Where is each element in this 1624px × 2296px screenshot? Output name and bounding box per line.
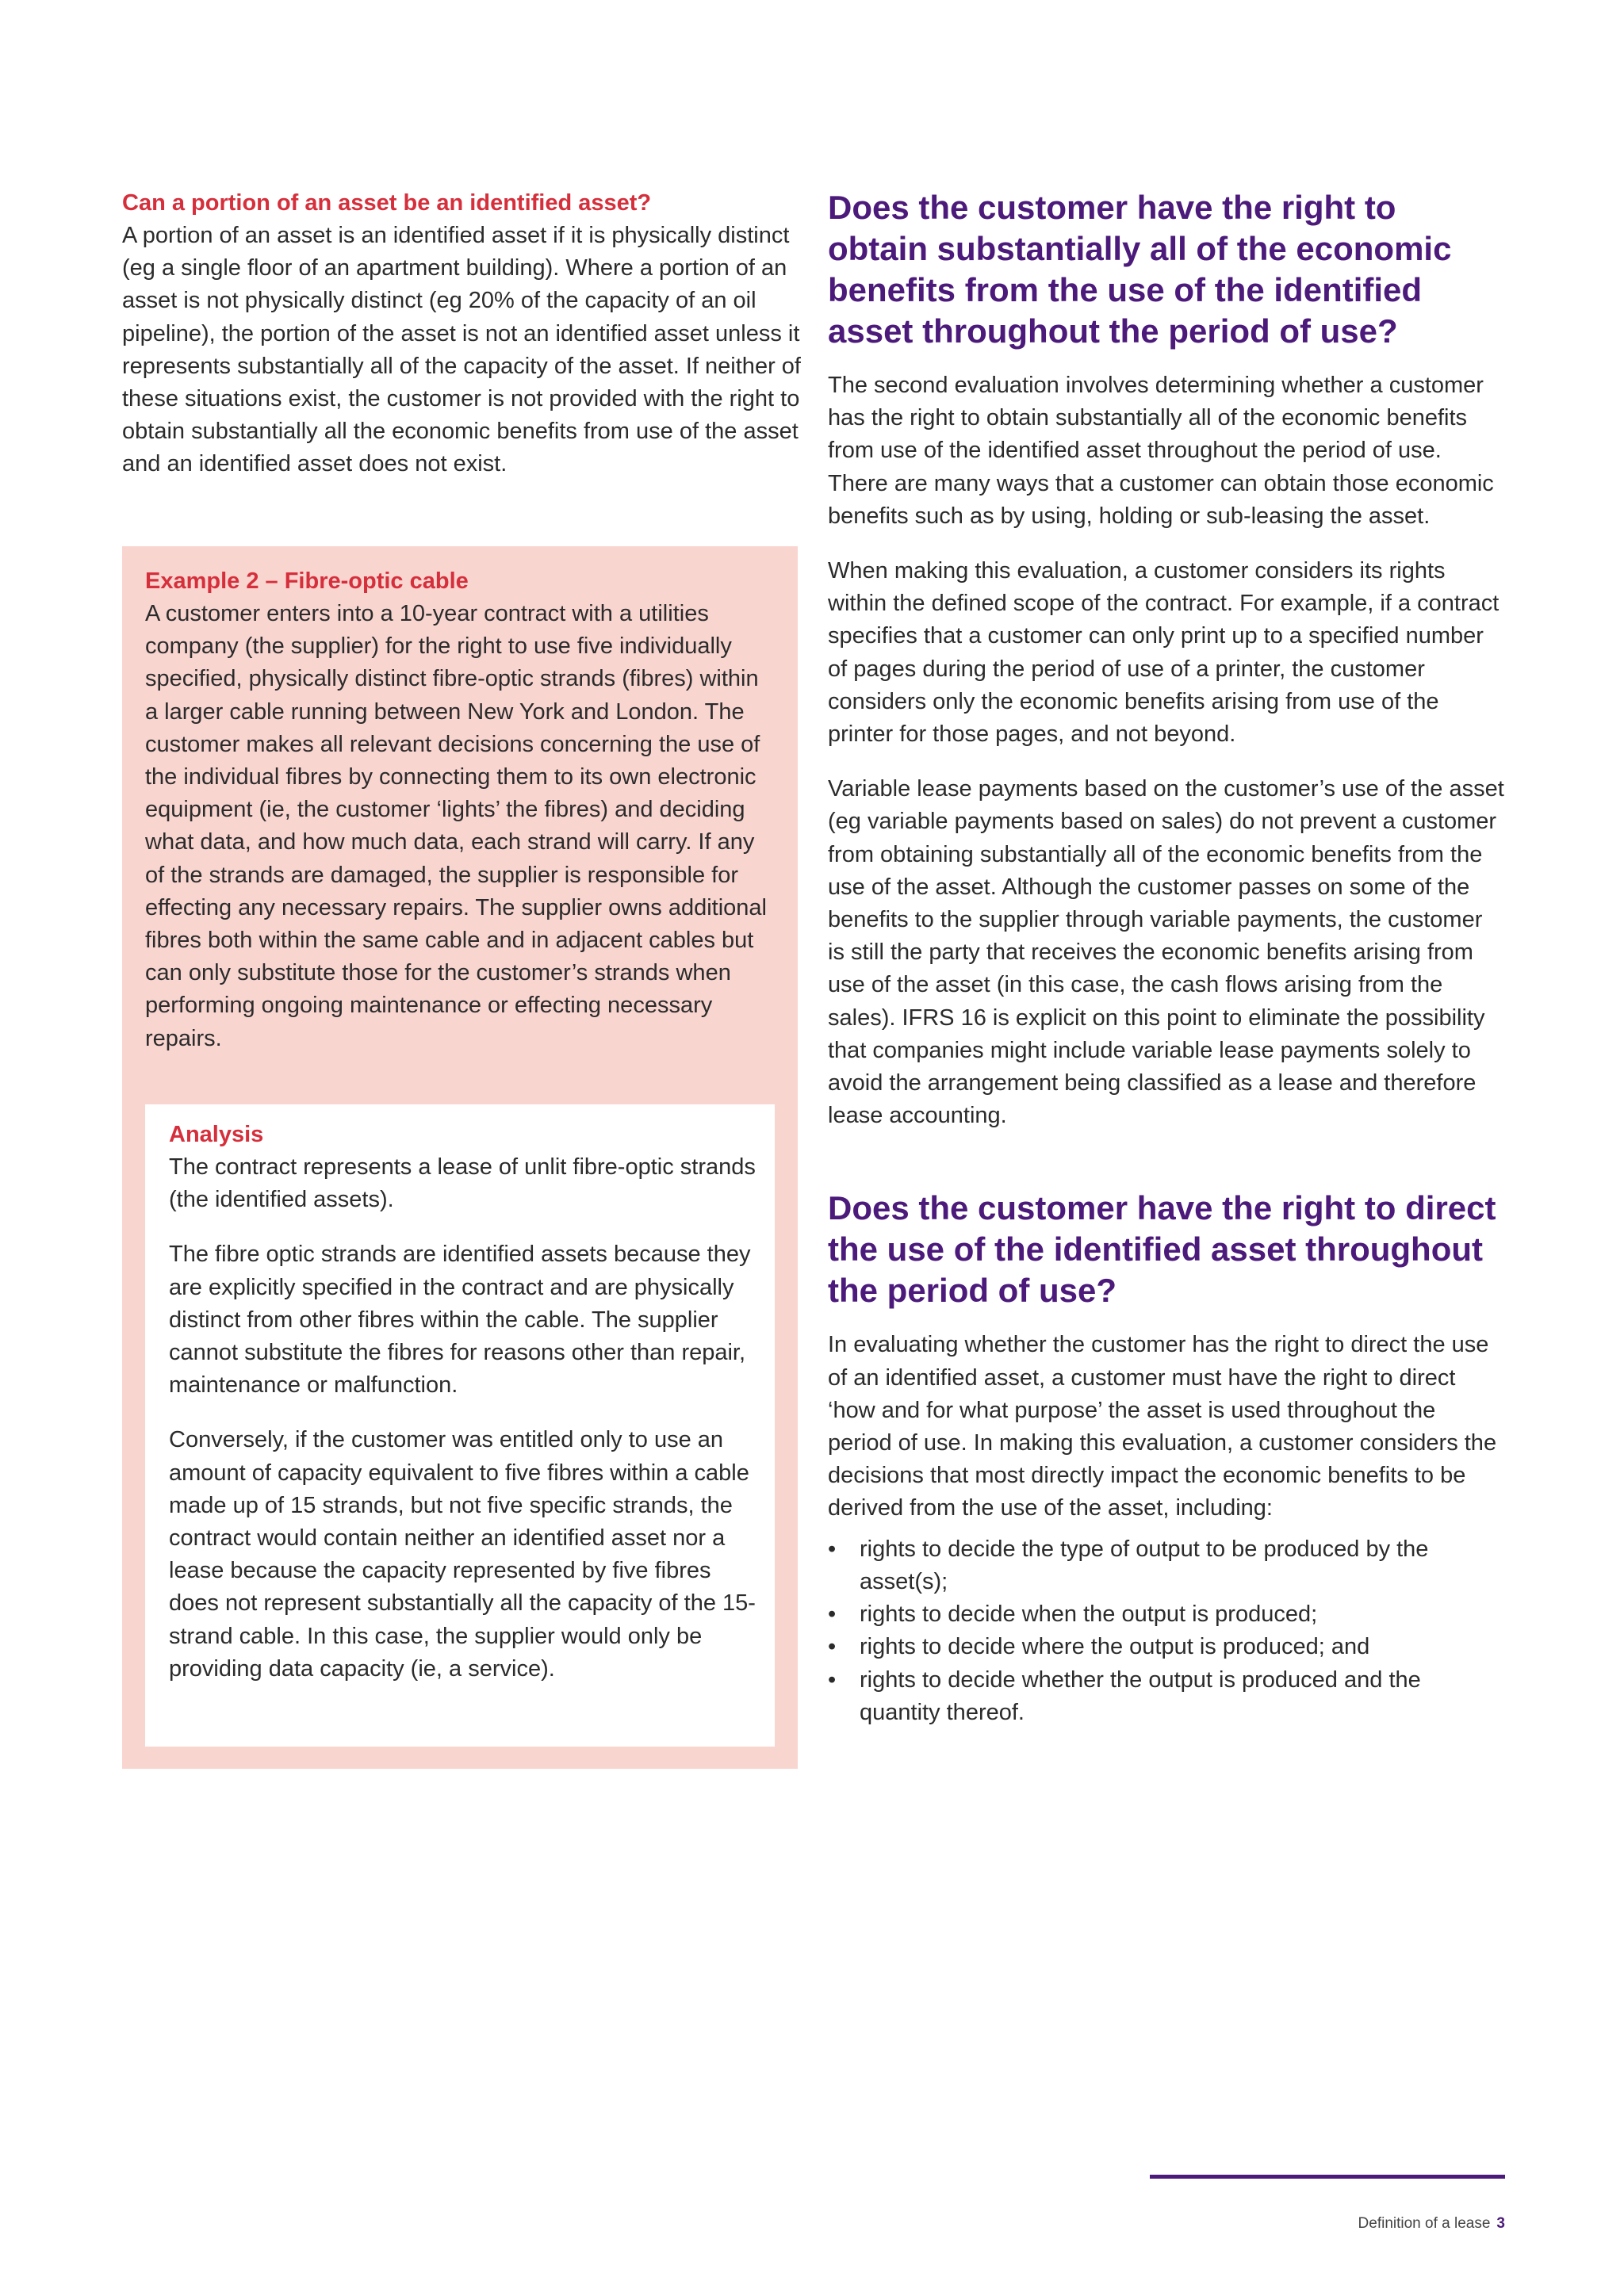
rights-list xyxy=(828,1533,1505,1729)
example-box xyxy=(122,546,798,1769)
footer-rule xyxy=(1150,2175,1505,2179)
left-column xyxy=(122,187,801,481)
analysis-box xyxy=(145,1104,775,1747)
section-paragraph: In evaluating whether the customer has the right to direct the use of an identified asset, a customer must have the right to direct ‘how and for what purpose’ the asset is used throughout the period of use. In making this evaluation, a customer considers the decisions that most directly impact the economic benefits to be derived from the use of the asset, including: xyxy=(828,1332,1497,1521)
analysis-paragraph: Conversely, if the customer was entitled only to use an amount of capacity equivalent to five fibres within a cable made up of 15 strands, but not five specific strands, the contract would contain neither an identified asset nor a lease because the capacity represented by five fibres does not represent substantially all the capacity of the 15-strand cable. In this case, the supplier would only be providing data capacity (ie, a service). xyxy=(169,1427,756,1682)
example-content xyxy=(145,565,775,1055)
list-item: • rights to decide the type of output to be produced by the asset(s); xyxy=(828,1536,1429,1594)
section-heading-economic-benefits: Does the customer have the right to obtain substantially all of the economic benefits from the use of the identified asset throughout the period of use? xyxy=(828,189,1452,350)
section-paragraph: The second evaluation involves determining whether a customer has the right to obtain substantially all of the economic benefits from use of the identified asset throughout the period of use. There are many ways that a customer can obtain those economic benefits such as by using, holding or sub-leasing the asset. xyxy=(828,373,1494,529)
portion-body: A portion of an asset is an identified asset if it is physically distinct (eg a single floor of an apartment building). Where a portion of an asset is not physically distinct (eg 20% of the capacity of an oil pipeline), the portion of the asset is not an identified asset unless it represents substantially all of the capacity of the asset. If neither of these situations exist, the customer is not provided with the right to obtain substantially all the economic benefits from use of the asset and an identified asset does not exist. xyxy=(122,223,801,477)
section-paragraph: When making this evaluation, a customer considers its rights within the defined scope of the contract. For example, if a contract specifies that a customer can only print up to a specified number of pages during the period of use of a printer, the customer considers only the economic benefits arising from use of the printer for those pages, and not beyond. xyxy=(828,558,1500,748)
analysis-paragraph: The contract represents a lease of unlit fibre-optic strands (the identified assets). xyxy=(169,1154,756,1213)
list-item: • rights to decide whether the output is produced and the quantity thereof. xyxy=(828,1667,1421,1725)
page-number: 3 xyxy=(1496,2215,1505,2232)
example-heading: Example 2 – Fibre-optic cable xyxy=(145,568,469,594)
list-item: • rights to decide when the output is produced; xyxy=(828,1601,1318,1628)
analysis-heading: Analysis xyxy=(169,1122,264,1147)
section-heading-direct-use: Does the customer have the right to direct the use of the identified asset throughout the period of use? xyxy=(828,1189,1496,1310)
list-item: • rights to decide where the output is produced; and xyxy=(828,1634,1370,1660)
analysis-content xyxy=(169,1119,756,1686)
right-column xyxy=(828,187,1505,1729)
example-body: A customer enters into a 10-year contract with a utilities company (the supplier) for the right to use five individually specified, physically distinct fibre-optic strands (fibres) within a larger cable running between New York and London. The customer makes all relevant decisions concerning the use of the individual fibres by connecting them to its own electronic equipment (ie, the customer ‘lights’ the fibres) and deciding what data, and how much data, each strand will carry. If any of the strands are damaged, the supplier is responsible for effecting any necessary repairs. The supplier owns additional fibres both within the same cable and in adjacent cables but can only substitute those for the customer’s strands when performing ongoing maintenance or effecting necessary repairs. xyxy=(145,601,767,1051)
section-paragraph: Variable lease payments based on the customer’s use of the asset (eg variable payments based on sales) do not prevent a customer from obtaining substantially all of the economic benefits from the use of the asset. Although the customer passes on some of the benefits to the supplier through variable payments, the customer is still the party that receives the economic benefits arising from use of the asset (in this case, the cash flows arising from the sales). IFRS 16 is explicit on this point to eliminate the possibility that companies might include variable lease payments solely to avoid the arrangement being classified as a lease and therefore lease accounting. xyxy=(828,776,1504,1129)
analysis-paragraph: The fibre optic strands are identified assets because they are explicitly specified in the contract and are physically distinct from other fibres within the cable. The supplier cannot substitute the fibres for reasons other than repair, maintenance or malfunction. xyxy=(169,1242,751,1399)
portion-heading: Can a portion of an asset be an identified asset? xyxy=(122,190,652,216)
footer-title: Definition of a lease xyxy=(1358,2215,1491,2232)
footer xyxy=(1358,2215,1505,2233)
